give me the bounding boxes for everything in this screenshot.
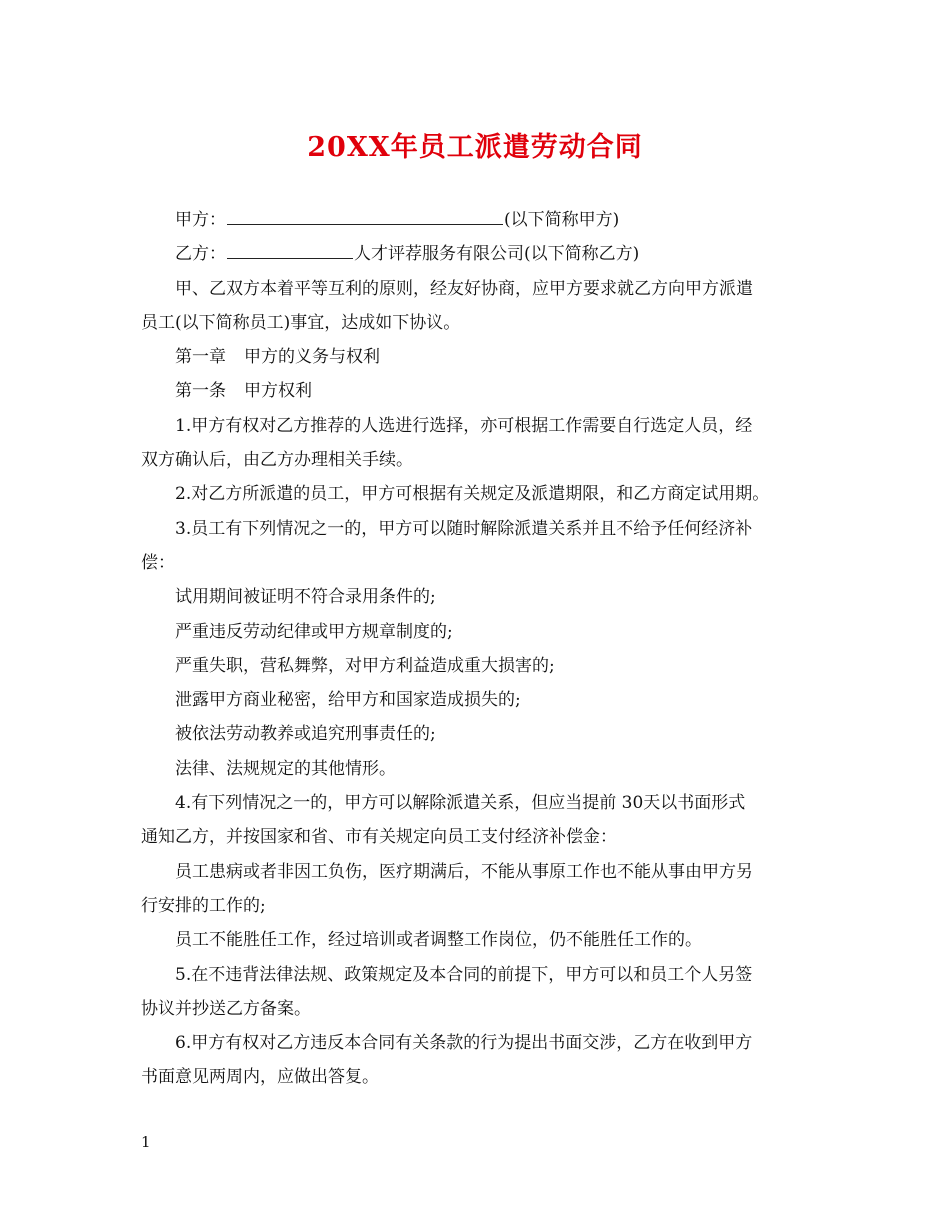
clause-4-item-line: 行安排的工作的; [141, 895, 266, 916]
clause-6-line: 书面意见两周内，应做出答复。 [141, 1067, 379, 1088]
clause-2-line: 2.对乙方所派遣的员工，甲方可根据有关规定及派遣期限，和乙方商定试用期。 [175, 484, 770, 505]
clause-4-line: 通知乙方，并按国家和省、市有关规定向员工支付经济补偿金： [141, 827, 617, 848]
party-b-blank [227, 239, 353, 259]
chapter-title: 甲方的义务与权利 [244, 347, 380, 368]
list-item: 试用期间被证明不符合录用条件的; [175, 587, 436, 608]
party-b-company: 人才评荐服务有限公司 [354, 244, 524, 265]
clause-5-line: 协议并抄送乙方备案。 [141, 998, 311, 1019]
article-title: 甲方权利 [244, 381, 312, 402]
article-heading [141, 374, 821, 408]
clause-4-item-line: 员工不能胜任工作，经过培训或者调整工作岗位，仍不能胜任工作的。 [175, 930, 702, 951]
clause-1-line: 双方确认后，由乙方办理相关手续。 [141, 450, 413, 471]
party-a-suffix: (以下简称甲方) [504, 210, 620, 230]
party-b-suffix: (以下简称乙方) [524, 244, 640, 265]
clause-3-line: 3.员工有下列情况之一的，甲方可以随时解除派遣关系并且不给予任何经济补 [175, 518, 753, 539]
clause-3-line: 偿： [141, 552, 175, 573]
chapter-number: 第一章 [175, 347, 226, 368]
preamble-line: 员工(以下简称员工)事宜，达成如下协议。 [141, 312, 461, 333]
article-number: 第一条 [175, 381, 226, 402]
list-item: 严重违反劳动纪律或甲方规章制度的; [175, 621, 453, 642]
document-body [141, 203, 821, 1095]
party-a-line [141, 203, 821, 237]
document-title: 20XX年员工派遣劳动合同 [307, 132, 643, 163]
party-a-label: 甲方： [175, 210, 226, 230]
preamble-line: 甲、乙双方本着平等互利的原则，经友好协商，应甲方要求就乙方向甲方派遣 [175, 278, 753, 299]
list-item: 泄露甲方商业秘密，给甲方和国家造成损失的; [175, 690, 521, 711]
clause-4-line: 4.有下列情况之一的，甲方可以解除派遣关系，但应当提前 30天以书面形式 [175, 793, 746, 814]
party-b-line [141, 237, 821, 271]
party-a-blank [227, 205, 503, 225]
page-number: 1 [141, 1133, 151, 1151]
party-b-label: 乙方： [175, 244, 226, 265]
clause-5-line: 5.在不违背法律法规、政策规定及本合同的前提下，甲方可以和员工个人另签 [175, 964, 753, 985]
list-item: 严重失职，营私舞弊，对甲方利益造成重大损害的; [175, 655, 555, 676]
list-item: 法律、法规规定的其他情形。 [175, 758, 396, 779]
clause-4-item-line: 员工患病或者非因工负伤，医疗期满后，不能从事原工作也不能从事由甲方另 [175, 861, 753, 882]
list-item: 被依法劳动教养或追究刑事责任的; [175, 724, 436, 745]
chapter-heading [141, 340, 821, 374]
clause-1-line: 1.甲方有权对乙方推荐的人选进行选择，亦可根据工作需要自行选定人员，经 [175, 415, 753, 436]
clause-6-line: 6.甲方有权对乙方违反本合同有关条款的行为提出书面交涉，乙方在收到甲方 [175, 1033, 753, 1054]
